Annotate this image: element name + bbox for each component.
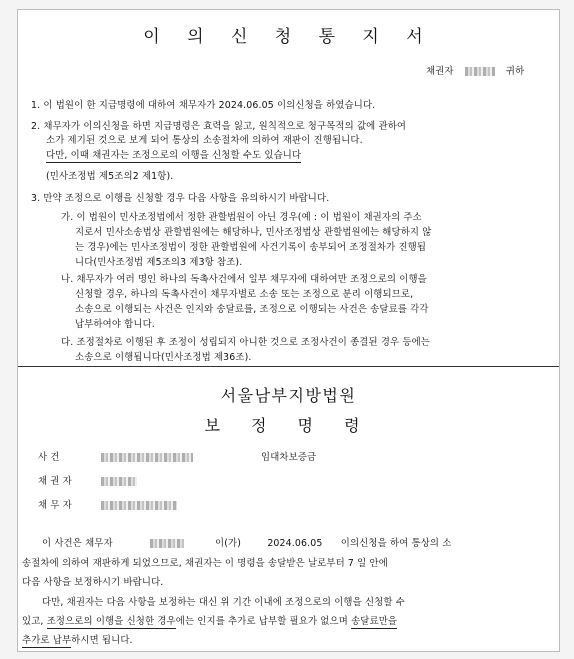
notice-item-2-underlined: 다만, 이때 채권자는 조정으로의 이행을 신청할 수도 있습니다 [46,150,302,161]
order-para2-line3 [22,632,133,646]
para1-date: 2024.06.05 [267,538,323,549]
para1-text-a: 이 사건은 채무자 [42,538,113,549]
notice-sub-na-line4: 납부하여야 합니다. [75,319,155,330]
order-para1-line1 [42,535,451,549]
notice-sub-ga-line1: 가. 이 법원이 민사조정법에서 정한 관할법원이 아닌 경우(예 : 이 법원이 채권자의 주소 [61,212,422,223]
creditor-label: 채 권 자 [38,476,72,487]
notice-sub-na-line2: 신청할 경우, 하나의 독촉사건이 채무자별로 소송 또는 조정으로 분리 이행되므로, [75,289,414,300]
notice-sub-na-line1: 나. 채무자가 여러 명인 하나의 독촉사건에서 일부 채무자에 대하여만 조정으로의 이행을 [61,274,427,285]
notice-title: 이 의 신 청 통 지 서 [143,27,434,47]
para1-text-b: 이(가) [215,538,242,549]
notice-item-2-line4: (민사조정법 제5조의2 제1항). [46,171,174,182]
para2-text-a: 있고, [22,616,44,627]
addressee-suffix: 귀하 [505,66,525,77]
redacted-creditor [101,477,137,486]
case-name: 임대차보증금 [261,452,317,463]
document-sheet [17,9,560,652]
para2-text-c: 에는 인지를 추가로 납부할 필요가 없으며 [175,616,348,627]
order-para1-line2: 송절차에 의하여 재판하게 되었으므로, 채권자는 이 명령을 송달받은 날로부터 7 일 안에 [22,558,388,569]
order-para2-line2 [22,613,397,627]
notice-sub-da-line2: 소송으로 이행됩니다(민사조정법 제36조). [75,352,252,363]
debtor-row [38,497,177,511]
notice-item-2-line2: 소가 제기된 것으로 보게 되어 통상의 소송절차에 의하여 재판이 진행됩니다. [46,135,363,146]
notice-item-3-heading: 3. 만약 조정으로 이행을 신청할 경우 다음 사항을 유의하시기 바랍니다. [31,193,330,204]
notice-sub-na-line3: 소송으로 이행되는 사건은 인지와 송달료를, 조정으로 이행되는 사건은 송달료를 각각 [75,304,429,315]
redacted-debtor [101,501,177,510]
notice-sub-da-line1: 다. 조정절차로 이행된 후 조정이 성립되지 아니한 것으로 조정사건이 종결된 경우 등에는 [61,337,430,348]
para2-underlined-1: 조정으로의 이행을 신청한 경우 [46,616,176,627]
addressee-prefix: 채권자 [426,66,454,77]
notice-item-2-line1: 2. 채무자가 이의신청을 하면 지급명령은 효력을 잃고, 원칙적으로 청구목적의 값에 관하여 [31,121,407,132]
case-row [38,449,193,463]
order-title: 보 정 명 령 [204,416,373,435]
order-para1-line3: 다음 사항을 보정하시기 바랍니다. [22,577,164,588]
notice-item-1: 1. 이 법원이 한 지급명령에 대하여 채무자가 2024.06.05 이의신청을 하였습니다. [31,100,376,111]
debtor-label: 채 무 자 [38,500,72,511]
notice-sub-ga-line3: 는 경우)에는 민사조정법이 정한 관할법원에 사건기록이 송부되어 조정절차가 진행됩 [75,242,427,253]
para1-text-c: 이의신청을 하여 통상의 소 [340,538,452,549]
notice-sub-ga-line2: 지로서 민사소송법상 관할법원에는 해당하나, 민사조정법상 관할법원에는 해당하지 않 [75,227,432,238]
creditor-row [38,473,137,487]
case-label: 사 건 [38,452,60,463]
redacted-name [465,67,495,76]
section-divider [18,366,559,367]
addressee-line [426,63,524,77]
para2-underlined-3: 추가로 납부 [22,635,72,646]
para2-underlined-2: 송달료만을 [351,616,398,627]
notice-sub-ga-line4: 니다(민사조정법 제5조의3 제3항 참조). [75,257,243,268]
order-para2-line1: 다만, 채권자는 다음 사항을 보정하는 대신 위 기간 이내에 조정으로의 이행을 신청할 수 [42,597,405,608]
notice-item-2-line3 [46,147,301,161]
redacted-debtor-inline [150,539,184,548]
para2-text-end: 하시면 됩니다. [71,635,133,646]
court-name: 서울남부지방법원 [220,386,357,405]
redacted-case-number [101,453,193,462]
